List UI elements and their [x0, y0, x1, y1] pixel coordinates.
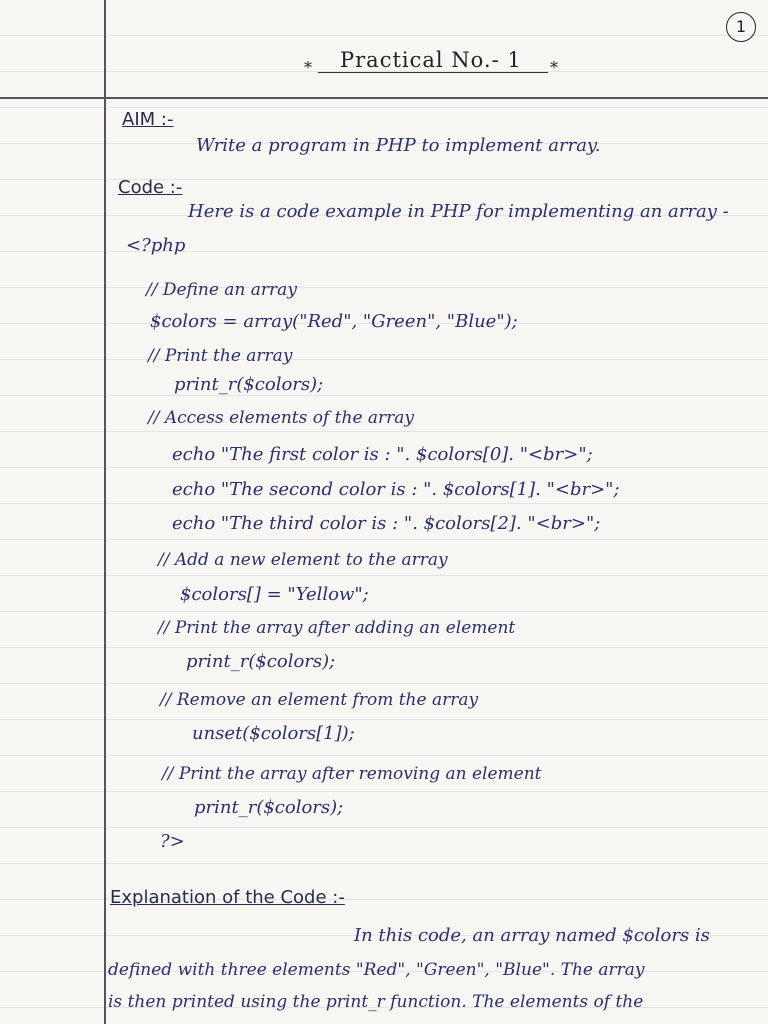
code-line: echo "The third color is : ". $colors[2]. "<br>"; [172, 513, 601, 534]
explanation-label: Explanation of the Code :- [110, 887, 345, 908]
code-line: print_r($colors); [194, 797, 344, 818]
explanation-label-line [110, 886, 345, 910]
code-comment: // Add a new element to the array [158, 550, 448, 570]
explanation-line: defined with three elements "Red", "Green", "Blue". The array [108, 960, 645, 980]
code-intro: Here is a code example in PHP for implementing an array - [188, 201, 729, 222]
code-line: print_r($colors); [174, 374, 324, 395]
explanation-line: is then printed using the print_r function. The elements of the [108, 992, 644, 1012]
code-comment: // Print the array after adding an element [158, 618, 516, 638]
code-line: ?> [160, 831, 185, 852]
page-number-badge: 1 [726, 12, 756, 42]
code-line: <?php [126, 235, 186, 256]
code-line: $colors = array("Red", "Green", "Blue"); [150, 311, 518, 332]
code-comment: // Define an array [146, 280, 297, 300]
title-row [300, 40, 570, 80]
code-comment: // Remove an element from the array [160, 690, 479, 710]
title-star-left-icon: * [304, 58, 312, 77]
explanation-line: In this code, an array named $colors is [354, 925, 710, 946]
code-line: unset($colors[1]); [192, 723, 355, 744]
margin-line [104, 0, 106, 1024]
code-comment: // Access elements of the array [148, 408, 415, 428]
code-comment: // Print the array after removing an element [162, 764, 542, 784]
aim-label-line [122, 108, 173, 132]
header-line [0, 97, 768, 99]
code-line: echo "The second color is : ". $colors[1]. "<br>"; [172, 479, 620, 500]
title-star-right-icon: * [550, 58, 558, 77]
code-label-line [118, 176, 182, 200]
aim-text: Write a program in PHP to implement array. [196, 135, 601, 156]
page-title: Practical No.- 1 [340, 48, 522, 72]
code-line: print_r($colors); [186, 651, 336, 672]
aim-label: AIM :- [122, 109, 174, 130]
title-underline [318, 72, 548, 73]
code-line: echo "The first color is : ". $colors[0]. "<br>"; [172, 444, 593, 465]
code-comment: // Print the array [148, 346, 293, 366]
code-line: $colors[] = "Yellow"; [180, 584, 369, 605]
code-label: Code :- [118, 177, 183, 198]
